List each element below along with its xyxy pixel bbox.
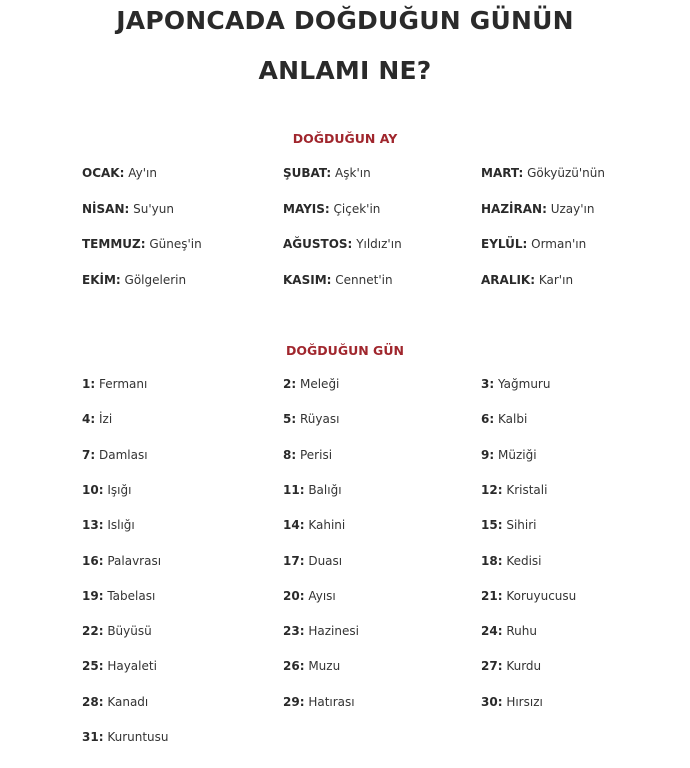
- day-item: [283, 448, 332, 462]
- month-item-value: Gölgelerin: [124, 272, 187, 287]
- day-item-value: Ruhu: [506, 624, 537, 639]
- month-item-key: MART:: [481, 166, 524, 180]
- month-item-key: AĞUSTOS:: [283, 237, 353, 251]
- day-item-value: Büyüsü: [107, 624, 152, 639]
- day-item-key: 30:: [481, 694, 503, 709]
- page-title-line-2: ANLAMI NE?: [258, 56, 432, 85]
- day-item-key: 24:: [481, 624, 503, 639]
- day-item-value: Hayaleti: [107, 659, 157, 674]
- month-item: [82, 237, 202, 251]
- month-item-key: HAZİRAN:: [481, 201, 547, 216]
- day-item: [82, 377, 147, 391]
- day-item-key: 29:: [283, 694, 305, 709]
- day-item-key: 25:: [82, 659, 104, 674]
- day-item: [283, 483, 342, 497]
- day-item-value: İzi: [98, 412, 113, 427]
- day-item: [481, 377, 550, 391]
- day-item-key: 19:: [82, 588, 104, 603]
- day-item-value: Kuruntusu: [107, 730, 169, 744]
- month-item-value: Kar'ın: [538, 272, 574, 287]
- day-item-value: Ayısı: [308, 588, 336, 603]
- month-item: [283, 166, 371, 180]
- month-item-value: Aşk'ın: [335, 166, 371, 180]
- day-item: [82, 695, 148, 709]
- day-item-key: 6:: [481, 412, 495, 427]
- day-item: [481, 624, 537, 638]
- month-section-heading: DOĞDUĞUN AY: [292, 131, 398, 146]
- day-item-value: Hatırası: [308, 694, 355, 709]
- day-item-value: Muzu: [308, 659, 341, 674]
- day-item: [82, 554, 161, 568]
- month-item: [82, 202, 174, 216]
- day-item-key: 11:: [283, 482, 305, 497]
- day-item-key: 7:: [82, 447, 96, 462]
- month-item-value: Gökyüzü'nün: [527, 166, 605, 180]
- day-item-value: Hazinesi: [308, 624, 359, 639]
- day-item-value: Kristali: [506, 482, 548, 497]
- day-item-value: Koruyucusu: [506, 588, 577, 603]
- month-item: [82, 166, 157, 180]
- day-item-key: 13:: [82, 518, 104, 533]
- day-item: [82, 730, 169, 744]
- month-item-value: Cennet'in: [335, 272, 393, 287]
- month-item-key: ŞUBAT:: [283, 166, 332, 180]
- day-item: [283, 624, 359, 638]
- month-item-value: Güneş'in: [149, 237, 202, 251]
- day-item-key: 28:: [82, 694, 104, 709]
- day-item-value: Müziği: [497, 447, 537, 462]
- day-item: [82, 589, 155, 603]
- day-item: [82, 483, 131, 497]
- day-item-key: 12:: [481, 482, 503, 497]
- day-item-value: Hırsızı: [506, 694, 543, 709]
- day-item-value: Kahini: [308, 518, 346, 533]
- day-item: [481, 554, 542, 568]
- day-item: [283, 554, 342, 568]
- day-item-key: 22:: [82, 624, 104, 639]
- day-item-key: 3:: [481, 377, 495, 391]
- month-item-value: Çiçek'in: [333, 201, 381, 216]
- day-item-value: Meleği: [299, 377, 340, 391]
- day-item: [481, 518, 537, 532]
- month-item-value: Uzay'ın: [550, 201, 595, 216]
- month-item-key: EKİM:: [82, 272, 121, 287]
- day-item: [283, 412, 339, 426]
- month-item-key: MAYIS:: [283, 201, 330, 216]
- day-item-value: Rüyası: [299, 412, 340, 427]
- month-item: [481, 166, 605, 180]
- day-item-key: 23:: [283, 624, 305, 639]
- month-item: [283, 237, 402, 251]
- month-item-value: Yıldız'ın: [356, 237, 402, 251]
- day-item-value: Damlası: [98, 447, 148, 462]
- month-item-key: KASIM:: [283, 272, 332, 287]
- day-item-value: Sihiri: [506, 518, 537, 533]
- month-item-key: OCAK:: [82, 166, 125, 180]
- month-item-key: NİSAN:: [82, 201, 130, 216]
- day-section-heading: DOĞDUĞUN GÜN: [286, 343, 404, 358]
- month-item: [481, 202, 594, 216]
- day-item-key: 27:: [481, 659, 503, 674]
- day-item: [283, 695, 355, 709]
- month-item-key: TEMMUZ:: [82, 237, 146, 251]
- day-item: [283, 518, 345, 532]
- day-item: [481, 659, 541, 673]
- day-item-value: Kedisi: [506, 553, 542, 568]
- day-item-value: Kalbi: [497, 412, 528, 427]
- day-item-key: 9:: [481, 447, 495, 462]
- day-item: [82, 659, 157, 673]
- month-item: [82, 273, 186, 287]
- month-item-key: ARALIK:: [481, 272, 536, 287]
- day-item-key: 14:: [283, 518, 305, 533]
- month-item: [283, 273, 393, 287]
- day-item-key: 17:: [283, 553, 305, 568]
- day-item-key: 4:: [82, 412, 96, 427]
- page-title-line-1: JAPONCADA DOĞDUĞUN GÜNÜN: [116, 6, 574, 35]
- day-item: [82, 518, 135, 532]
- day-item: [82, 448, 148, 462]
- day-item-value: Kanadı: [107, 694, 149, 709]
- day-item: [82, 412, 112, 426]
- day-item-key: 2:: [283, 377, 297, 391]
- day-item-key: 10:: [82, 482, 104, 497]
- day-item-key: 5:: [283, 412, 297, 427]
- day-item: [82, 624, 152, 638]
- month-item-key: EYLÜL:: [481, 237, 528, 251]
- day-item-key: 8:: [283, 447, 297, 462]
- day-item: [283, 589, 336, 603]
- day-item: [481, 589, 576, 603]
- month-item-value: Ay'ın: [128, 166, 157, 180]
- month-item: [283, 202, 380, 216]
- day-item-value: Kurdu: [506, 659, 542, 674]
- day-item-value: Fermanı: [98, 377, 148, 391]
- month-item-value: Su'yun: [133, 201, 174, 216]
- month-item: [481, 237, 586, 251]
- day-item: [481, 695, 543, 709]
- day-item: [481, 448, 537, 462]
- day-item-key: 21:: [481, 588, 503, 603]
- day-item-key: 31:: [82, 730, 104, 744]
- day-item-value: Yağmuru: [497, 377, 551, 391]
- day-item-value: Perisi: [299, 447, 333, 462]
- day-item-key: 1:: [82, 377, 96, 391]
- day-item-value: Islığı: [107, 518, 135, 533]
- day-item-value: Duası: [308, 553, 343, 568]
- day-item-key: 16:: [82, 553, 104, 568]
- month-item-value: Orman'ın: [531, 237, 587, 251]
- day-item-key: 20:: [283, 588, 305, 603]
- day-item-value: Tabelası: [107, 588, 156, 603]
- month-item: [481, 273, 573, 287]
- day-item: [481, 412, 527, 426]
- day-item-value: Palavrası: [107, 553, 162, 568]
- day-item-value: Balığı: [308, 482, 342, 497]
- day-item: [481, 483, 547, 497]
- day-item-value: Işığı: [107, 482, 132, 497]
- day-item: [283, 377, 339, 391]
- day-item-key: 18:: [481, 553, 503, 568]
- day-item: [283, 659, 340, 673]
- day-item-key: 26:: [283, 659, 305, 674]
- day-item-key: 15:: [481, 518, 503, 533]
